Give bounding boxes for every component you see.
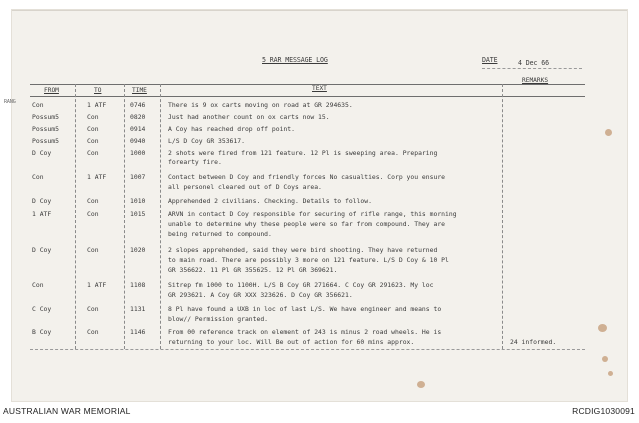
date-value: 4 Dec 66	[518, 59, 549, 67]
row-to: Con	[87, 305, 99, 313]
log-row	[12, 305, 627, 313]
row-from: 1 ATF	[32, 210, 52, 218]
row-to: Con	[87, 149, 99, 157]
log-row	[12, 246, 627, 254]
remarks-note: 24 informed.	[510, 338, 557, 346]
row-text-continued: returning to your loc. Will Be out of action for 60 mins approx.	[168, 338, 415, 346]
stain-mark	[608, 371, 613, 376]
stain-mark	[605, 129, 612, 136]
log-row	[12, 101, 627, 109]
row-from: Con	[32, 281, 44, 289]
row-text: Just had another count on ox carts now 15.	[168, 113, 330, 121]
row-time: 0820	[130, 113, 146, 121]
row-to: 1 ATF	[87, 101, 107, 109]
log-row	[12, 137, 627, 145]
row-text: Contact between D Coy and friendly forces No casualties. Corp you ensure	[168, 173, 446, 181]
row-text: L/S D Coy GR 353617.	[168, 137, 245, 145]
row-text: 2 slopes apprehended, said they were bird shooting. They have returned	[168, 246, 438, 254]
message-log-sheet	[4, 10, 627, 401]
row-text: A Coy has reached drop off point.	[168, 125, 295, 133]
log-row	[12, 149, 627, 157]
row-to: Con	[87, 125, 99, 133]
row-text: 2 shots were fired from 121 feature. 12 Pl is sweeping area. Preparing	[168, 149, 438, 157]
log-row	[12, 113, 627, 121]
row-time: 1010	[130, 197, 146, 205]
row-time: 0940	[130, 137, 146, 145]
row-text-continued: GR 293621. A Coy GR XXX 323626. D Coy GR 356621.	[168, 291, 353, 299]
row-text: 8 Pl have found a UXB in loc of last L/S. We have engineer and means to	[168, 305, 442, 313]
stain-mark	[417, 381, 425, 388]
log-row	[12, 328, 627, 336]
row-to: Con	[87, 246, 99, 254]
footer-source: AUSTRALIAN WAR MEMORIAL	[3, 406, 131, 416]
row-from: B Coy	[32, 328, 52, 336]
row-from: Con	[32, 173, 44, 181]
row-time: 1020	[130, 246, 146, 254]
row-text-continued: being returned to compound.	[168, 230, 272, 238]
row-text-continued: forearty fire.	[168, 158, 222, 166]
row-from: C Coy	[32, 305, 52, 313]
row-from: Con	[32, 101, 44, 109]
col-header-text: TEXT	[312, 85, 327, 92]
row-from: D Coy	[32, 149, 52, 157]
row-text-continued: GR 356622. 11 Pl GR 355625. 12 Pl GR 369621.	[168, 266, 338, 274]
row-time: 1015	[130, 210, 146, 218]
row-text: From 00 reference track on element of 243 is minus 2 road wheels. He is	[168, 328, 442, 336]
row-to: Con	[87, 328, 99, 336]
row-time: 1108	[130, 281, 146, 289]
log-row	[12, 125, 627, 133]
col-header-from: FROM	[44, 87, 59, 94]
row-from: Possum5	[32, 113, 59, 121]
log-row	[12, 281, 627, 289]
row-text: Sitrep fm 1000 to 1100H. L/S B Coy GR 271664. C Coy GR 291623. My loc	[168, 281, 434, 289]
row-text-continued: to main road. There are possibly 3 more on 121 feature. L/S D Coy & 10 Pl	[168, 256, 449, 264]
row-time: 1131	[130, 305, 146, 313]
date-underline	[482, 68, 582, 69]
table-bottom-rule	[30, 349, 585, 350]
date-label: DATE	[482, 56, 498, 64]
row-time: 1146	[130, 328, 146, 336]
log-title: 5 RAR MESSAGE LOG	[262, 56, 328, 64]
footer-reference-id: RCDIG1030091	[572, 406, 635, 416]
row-text: There is 9 ox carts moving on road at GR 294635.	[168, 101, 353, 109]
row-to: Con	[87, 137, 99, 145]
row-to: Con	[87, 197, 99, 205]
row-time: 0914	[130, 125, 146, 133]
row-text-continued: all personel cleared out of D Coys area.	[168, 183, 322, 191]
row-time: 1007	[130, 173, 146, 181]
row-text-continued: blow// Permission granted.	[168, 315, 269, 323]
row-from: Possum5	[32, 125, 59, 133]
row-to: Con	[87, 210, 99, 218]
row-text: Apprehended 2 civilians. Checking. Details to follow.	[168, 197, 372, 205]
margin-note: RANG	[4, 99, 16, 105]
col-header-to: TO	[94, 87, 102, 94]
row-to: 1 ATF	[87, 281, 107, 289]
col-header-time: TIME	[132, 87, 147, 94]
row-to: Con	[87, 113, 99, 121]
log-row	[12, 210, 627, 218]
row-time: 1000	[130, 149, 146, 157]
col-header-remarks: REMARKS	[522, 77, 549, 84]
stain-mark	[598, 324, 607, 332]
row-from: D Coy	[32, 197, 52, 205]
row-from: Possum5	[32, 137, 59, 145]
row-text: ARVN in contact D Coy responsible for securing of rifle range, this morning	[168, 210, 457, 218]
stain-mark	[602, 356, 608, 362]
log-row	[12, 197, 627, 205]
row-from: D Coy	[32, 246, 52, 254]
row-to: 1 ATF	[87, 173, 107, 181]
row-time: 0746	[130, 101, 146, 109]
log-row	[12, 173, 627, 181]
row-text-continued: unable to determine why these people were so far from compound. They are	[168, 220, 446, 228]
